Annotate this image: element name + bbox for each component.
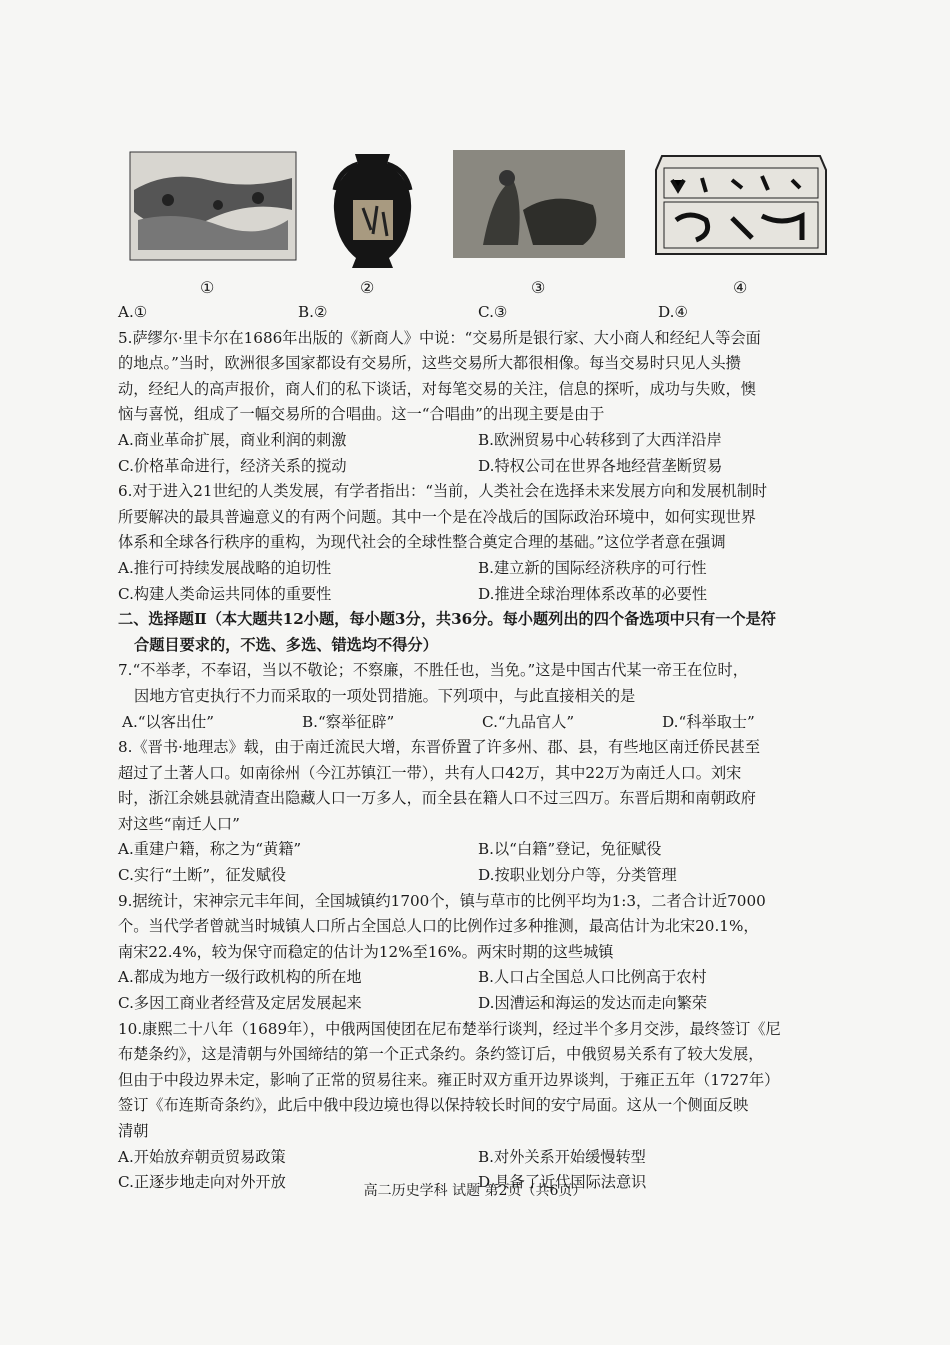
image-vase bbox=[325, 150, 420, 272]
question-9 bbox=[118, 889, 848, 1017]
question-line: 6.对于进入21世纪的人类发展，有学者指出：“当前，人类社会在选择未来发展方向和发展机制时 bbox=[118, 482, 768, 501]
option-d: D.特权公司在世界各地经营垄断贸易 bbox=[478, 456, 723, 475]
option-c: C.正逐步地走向对外开放 bbox=[118, 1173, 286, 1192]
option-b: B.“察举征辟” bbox=[302, 712, 395, 731]
option-a: A.开始放弃朝贡贸易政策 bbox=[118, 1147, 286, 1166]
option-a: A.① bbox=[118, 303, 148, 321]
question-line: 清朝 bbox=[118, 1122, 149, 1140]
q4-options bbox=[118, 300, 848, 326]
page-footer: 高二历史学科 试题 第2页（共6页） bbox=[363, 1183, 587, 1199]
option-d: D.因漕运和海运的发达而走向繁荣 bbox=[478, 994, 708, 1013]
option-b: B.欧洲贸易中心转移到了大西洋沿岸 bbox=[478, 430, 722, 449]
option-c: C.③ bbox=[478, 303, 508, 321]
question-line: 布楚条约》，这是清朝与外国缔结的第一个正式条约。条约签订后，中俄贸易关系有了较大发展， bbox=[118, 1045, 764, 1064]
question-line: 所要解决的最具普遍意义的有两个问题。其中一个是在冷战后的国际政治环境中，如何实现世界 bbox=[118, 507, 756, 526]
option-a: A.推行可持续发展战略的迫切性 bbox=[118, 558, 332, 577]
option-d: D.④ bbox=[658, 303, 689, 321]
option-b: B.建立新的国际经济秩序的可行性 bbox=[478, 558, 707, 577]
question-line: 动，经纪人的高声报价，商人们的私下谈话，对每笔交易的关注，信息的探听，成功与失败，懊 bbox=[118, 379, 756, 398]
question-line: 但由于中段边界未定，影响了正常的贸易往来。雍正时双方重开边界谈判，于雍正五年（1727年） bbox=[118, 1070, 780, 1089]
option-a: A.“以客出仕” bbox=[122, 712, 215, 731]
section-line: 合题目要求的，不选、多选、错选均不得分） bbox=[134, 635, 438, 654]
question-line: 南宋22.4%，较为保守而稳定的估计为12%至16%。两宋时期的这些城镇 bbox=[118, 942, 614, 961]
question-8 bbox=[118, 735, 848, 889]
option-a: A.都成为地方一级行政机构的所在地 bbox=[118, 968, 362, 987]
option-d: D.按职业划分户等，分类管理 bbox=[478, 866, 677, 885]
question-line: 8.《晋书·地理志》载，由于南迁流民大增，东晋侨置了许多州、郡、县，有些地区南迁侨民甚至 bbox=[118, 738, 761, 757]
question-7 bbox=[118, 658, 848, 735]
question-line: 体系和全球各行秩序的重构，为现代社会的全球性整合奠定合理的基础。”这位学者意在强调 bbox=[118, 533, 726, 552]
section-line: 二、选择题Ⅱ（本大题共12小题，每小题3分，共36分。每小题列出的四个备选项中只有一个是符 bbox=[118, 610, 776, 629]
image-fresco bbox=[128, 150, 298, 262]
question-line: 个。当代学者曾就当时城镇人口所占全国总人口的比例作过多种推测，最高估计为北宋20.1%， bbox=[118, 917, 759, 936]
question-line: 对这些“南迁人口” bbox=[118, 814, 240, 833]
option-b: B.对外关系开始缓慢转型 bbox=[478, 1147, 646, 1166]
question-line: 签订《布连斯奇条约》，此后中俄中段边境也得以保持较长时间的安宁局面。这从一个侧面反映 bbox=[118, 1096, 749, 1115]
question-5 bbox=[118, 326, 848, 480]
question-6 bbox=[118, 479, 848, 607]
question-line: 5.萨缪尔·里卡尔在1686年出版的《新商人》中说：“交易所是银行家、大小商人和经纪人等会面 bbox=[118, 328, 761, 347]
option-b: B.② bbox=[298, 303, 328, 321]
question-line: 7.“不举孝，不奉诏，当以不敬论；不察廉，不胜任也，当免。”这是中国古代某一帝王在位时， bbox=[118, 661, 748, 680]
option-c: C.多因工商业者经营及定居发展起来 bbox=[118, 994, 362, 1013]
option-c: C.“九品官人” bbox=[482, 712, 575, 731]
question-line: 时，浙江余姚县就清查出隐藏人口一万多人，而全县在籍人口不过三四万。东晋后期和南朝政府 bbox=[118, 789, 756, 808]
question-line: 10.康熙二十八年（1689年），中俄两国使团在尼布楚举行谈判，经过半个多月交涉，最终签订《尼 bbox=[118, 1019, 781, 1038]
section-heading bbox=[118, 607, 848, 658]
image-row bbox=[120, 150, 840, 310]
image-relief bbox=[453, 150, 625, 258]
image-label-3: ③ bbox=[531, 278, 546, 297]
question-line: 恼与喜悦，组成了一幅交易所的合唱曲。这一“合唱曲”的出现主要是由于 bbox=[118, 405, 605, 424]
option-b: B.人口占全国总人口比例高于农村 bbox=[478, 968, 707, 987]
option-c: C.价格革命进行，经济关系的搅动 bbox=[118, 456, 347, 475]
image-label-1: ① bbox=[200, 278, 215, 297]
option-c: C.实行“土断”，征发赋役 bbox=[118, 866, 287, 885]
question-10 bbox=[118, 1017, 848, 1196]
image-brick-relief bbox=[652, 150, 830, 262]
option-c: C.构建人类命运共同体的重要性 bbox=[118, 584, 332, 603]
question-line: 的地点。”当时，欧洲很多国家都设有交易所，这些交易所大都很相像。每当交易时只见人头攒 bbox=[118, 354, 741, 373]
question-line: 因地方官吏执行不力而采取的一项处罚措施。下列项中，与此直接相关的是 bbox=[134, 686, 636, 705]
question-line: 超过了土著人口。如南徐州（今江苏镇江一带），共有人口42万，其中22万为南迁人口。刘宋 bbox=[118, 763, 742, 782]
option-d: D.“科举取士” bbox=[662, 712, 755, 731]
option-a: A.商业革命扩展，商业利润的刺激 bbox=[118, 430, 347, 449]
questions-area bbox=[118, 300, 848, 1196]
image-label-4: ④ bbox=[733, 278, 748, 297]
image-label-2: ② bbox=[360, 278, 375, 297]
option-d: D.具备了近代国际法意识 bbox=[478, 1173, 647, 1192]
option-d: D.推进全球治理体系改革的必要性 bbox=[478, 584, 708, 603]
option-b: B.以“白籍”登记，免征赋役 bbox=[478, 840, 662, 859]
question-line: 9.据统计，宋神宗元丰年间，全国城镇约1700个，镇与草市的比例平均为1:3，二者合计近7000 bbox=[118, 891, 766, 910]
option-a: A.重建户籍，称之为“黄籍” bbox=[118, 840, 302, 859]
